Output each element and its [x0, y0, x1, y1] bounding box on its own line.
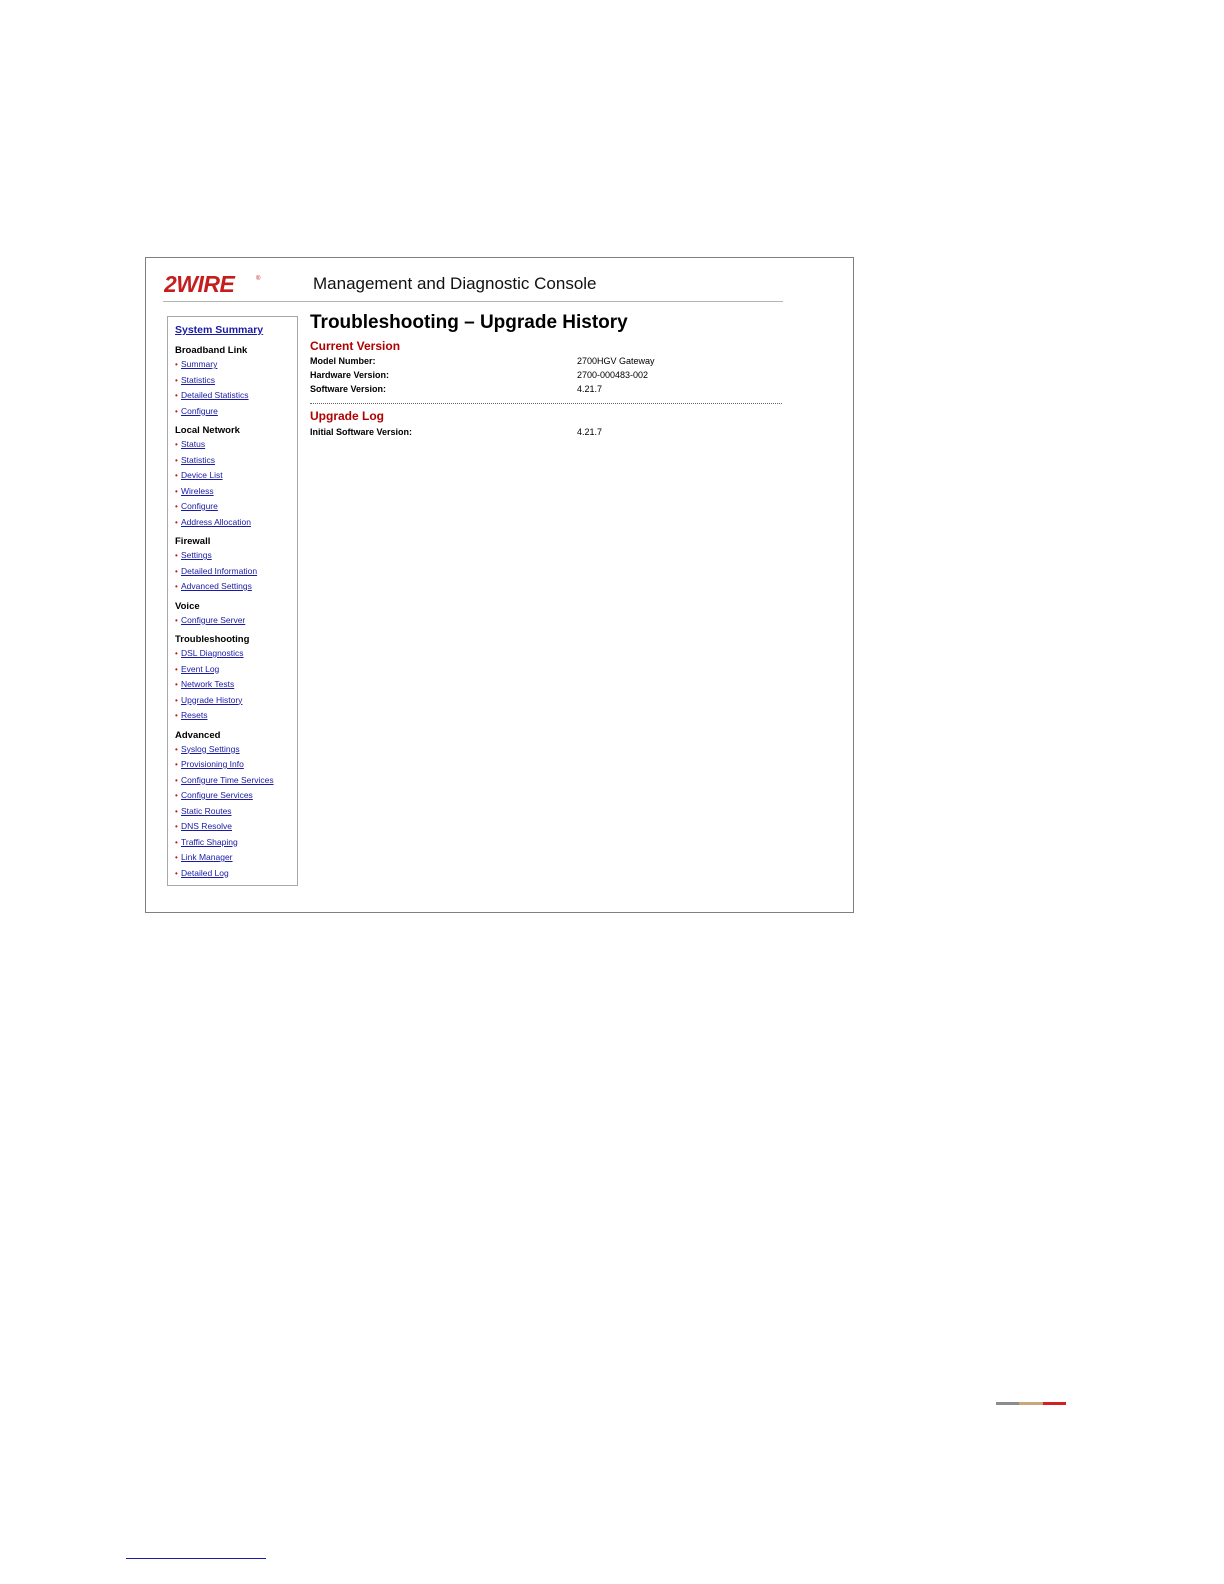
section-divider	[310, 403, 782, 404]
sidebar-link-syslog-settings[interactable]	[175, 744, 240, 754]
sidebar-heading: Advanced	[175, 729, 221, 741]
bullet-icon: •	[175, 471, 178, 480]
sidebar-heading: Troubleshooting	[175, 634, 250, 645]
bullet-icon: •	[175, 822, 178, 831]
sidebar-link-label[interactable]: Status	[181, 439, 206, 449]
bullet-icon: •	[175, 744, 178, 754]
bullet-icon: •	[175, 806, 178, 816]
bullet-icon: •	[175, 760, 178, 769]
sidebar-link-label[interactable]: Detailed Log	[181, 867, 229, 878]
initial-software-version-value: 4.21.7	[577, 427, 603, 437]
bullet-icon: •	[175, 711, 178, 720]
accent-red	[1043, 1402, 1066, 1405]
sidebar-link-statistics[interactable]	[175, 455, 215, 465]
sidebar-link-label[interactable]: Settings	[181, 550, 212, 560]
sidebar-link-label[interactable]: Statistics	[181, 374, 216, 385]
bullet-icon: •	[175, 517, 178, 527]
bullet-icon: •	[175, 375, 178, 385]
sidebar-link-label[interactable]: DSL Diagnostics	[181, 648, 244, 658]
model-number-label: Model Number:	[310, 356, 376, 366]
sidebar-link-dns-resolve[interactable]	[175, 821, 232, 831]
bullet-icon: •	[175, 775, 178, 785]
console-title: Management and Diagnostic Console	[313, 274, 597, 293]
sidebar-link-label[interactable]: Configure	[181, 501, 218, 511]
bullet-icon: •	[175, 406, 178, 416]
sidebar-link-configure[interactable]	[175, 406, 218, 416]
sidebar-link-detailed-statistics[interactable]	[175, 390, 249, 400]
sidebar-link-device-list[interactable]	[175, 470, 223, 480]
sidebar-link-advanced-settings[interactable]	[175, 581, 252, 591]
sidebar-link-traffic-shaping[interactable]	[175, 837, 238, 847]
sidebar-heading: Voice	[175, 600, 200, 612]
system-summary-link[interactable]: System Summary	[175, 324, 264, 336]
sidebar-link-configure-server[interactable]	[175, 615, 245, 625]
bullet-icon: •	[175, 837, 178, 847]
bullet-icon: •	[175, 391, 178, 400]
bullet-icon: •	[175, 695, 178, 705]
bullet-icon: •	[175, 680, 178, 689]
sidebar-link-link-manager[interactable]	[175, 852, 233, 862]
sidebar-link-label[interactable]: Upgrade History	[181, 694, 243, 705]
sidebar-link-provisioning-info[interactable]	[175, 759, 244, 769]
sidebar-link-status[interactable]	[175, 439, 205, 449]
sidebar-heading: Broadband Link	[175, 345, 248, 356]
bullet-icon: •	[175, 664, 178, 674]
sidebar-link-label[interactable]: Traffic Shaping	[181, 836, 238, 847]
sidebar-link-label[interactable]: Detailed Statistics	[181, 390, 249, 400]
sidebar-link-label[interactable]: Statistics	[181, 454, 216, 465]
sidebar-link-label[interactable]: Resets	[181, 710, 208, 720]
sidebar-link-label[interactable]: Configure Time Services	[181, 774, 274, 785]
sidebar-link-label[interactable]: Wireless	[181, 485, 214, 496]
sidebar-link-statistics[interactable]	[175, 375, 215, 385]
sidebar-link-label[interactable]: Summary	[181, 359, 218, 369]
bullet-icon: •	[175, 502, 178, 511]
sidebar-link-label[interactable]: DNS Resolve	[181, 821, 233, 831]
bullet-icon: •	[175, 853, 178, 862]
footer-rule	[126, 1558, 266, 1559]
sidebar-link-label[interactable]: Provisioning Info	[181, 759, 244, 769]
software-version-label: Software Version:	[310, 384, 387, 394]
bullet-icon: •	[175, 566, 178, 576]
sidebar-link-static-routes[interactable]	[175, 806, 232, 816]
bullet-icon: •	[175, 791, 178, 800]
sidebar-link-label[interactable]: Network Tests	[181, 679, 235, 689]
color-accent-bar	[996, 1402, 1066, 1405]
upgrade-log-heading: Upgrade Log	[310, 409, 384, 423]
model-number-value: 2700HGV Gateway	[577, 356, 655, 366]
sidebar-link-label[interactable]: Configure Services	[181, 790, 253, 800]
bullet-icon: •	[175, 551, 178, 560]
sidebar-link-configure[interactable]	[175, 501, 218, 511]
accent-tan	[1019, 1402, 1042, 1405]
hardware-version-label: Hardware Version:	[310, 370, 390, 380]
sidebar-link-label[interactable]: Event Log	[181, 663, 220, 674]
bullet-icon: •	[175, 868, 178, 878]
initial-software-version-label: Initial Software Version:	[310, 427, 413, 437]
bullet-icon: •	[175, 440, 178, 449]
bullet-icon: •	[175, 486, 178, 496]
sidebar-link-label[interactable]: Detailed Information	[181, 565, 258, 576]
sidebar-link-label[interactable]: Configure Server	[181, 614, 246, 625]
sidebar-link-network-tests[interactable]	[175, 679, 234, 689]
accent-gray	[996, 1402, 1019, 1405]
sidebar-link-detailed-log[interactable]	[175, 868, 229, 878]
current-version-heading: Current Version	[310, 339, 401, 353]
sidebar-link-configure-services[interactable]	[175, 790, 253, 800]
bullet-icon: •	[175, 615, 178, 625]
sidebar-link-dsl-diagnostics[interactable]	[175, 648, 244, 658]
sidebar-link-detailed-information[interactable]	[175, 566, 257, 576]
sidebar-link-summary[interactable]	[175, 359, 217, 369]
svg-text:2WIRE: 2WIRE	[164, 272, 235, 296]
sidebar-link-label[interactable]: Device List	[181, 470, 223, 480]
bullet-icon: •	[175, 649, 178, 658]
sidebar-link-label[interactable]: Static Routes	[181, 805, 232, 816]
2wire-logo	[164, 272, 264, 296]
sidebar-link-configure-time-services[interactable]	[175, 775, 274, 785]
sidebar-link-upgrade-history[interactable]	[175, 695, 242, 705]
sidebar-link-label[interactable]: Syslog Settings	[181, 743, 240, 754]
header-divider	[163, 301, 783, 302]
page-title: Troubleshooting – Upgrade History	[310, 312, 628, 333]
sidebar-link-event-log[interactable]	[175, 664, 219, 674]
svg-text:®: ®	[256, 276, 261, 282]
sidebar-link-resets[interactable]	[175, 710, 207, 720]
sidebar-nav	[167, 316, 298, 886]
sidebar-link-label[interactable]: Link Manager	[181, 852, 233, 862]
bullet-icon: •	[175, 360, 178, 369]
bullet-icon: •	[175, 455, 178, 465]
sidebar-link-address-allocation[interactable]	[175, 517, 251, 527]
sidebar-link-label[interactable]: Address Allocation	[181, 516, 251, 527]
hardware-version-value: 2700-000483-002	[577, 370, 649, 380]
sidebar-link-settings[interactable]	[175, 550, 212, 560]
sidebar-link-wireless[interactable]	[175, 486, 214, 496]
sidebar-heading: Local Network	[175, 425, 240, 436]
bullet-icon: •	[175, 582, 178, 591]
software-version-value: 4.21.7	[577, 384, 603, 394]
sidebar-link-label[interactable]: Configure	[181, 405, 218, 416]
sidebar-heading: Firewall	[175, 536, 211, 547]
screenshot-frame	[145, 257, 854, 913]
sidebar-link-label[interactable]: Advanced Settings	[181, 581, 252, 591]
